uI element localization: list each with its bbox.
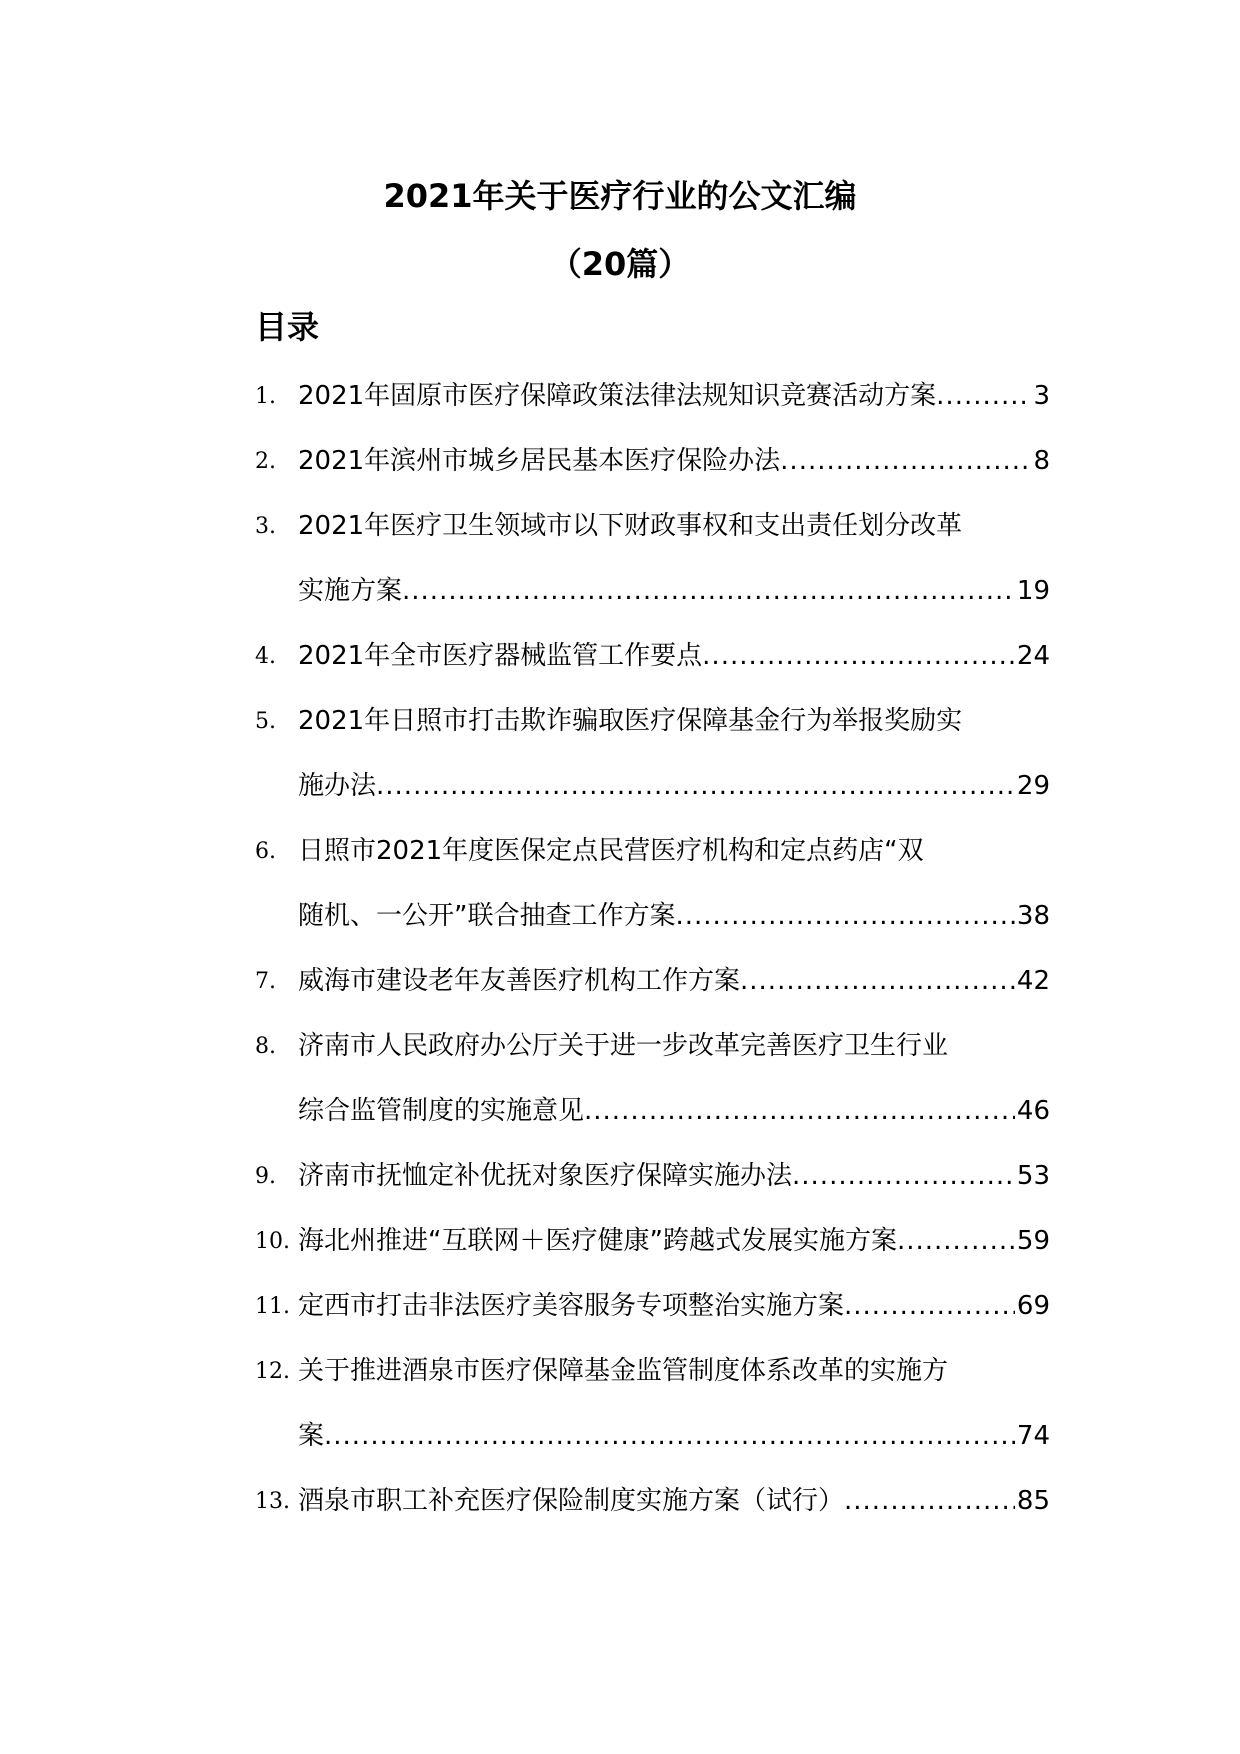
table-of-contents (255, 364, 1050, 1534)
toc-entry[interactable] (255, 364, 1050, 429)
toc-dot-leader (584, 1079, 1015, 1144)
toc-entry-title: 2021年全市医疗器械监管工作要点 (298, 641, 703, 671)
toc-entry[interactable] (255, 689, 1050, 819)
toc-entry-title: 威海市建设老年友善医疗机构工作方案 (298, 966, 741, 996)
toc-dot-leader (702, 624, 1015, 689)
toc-entry-number: 5. (255, 709, 276, 734)
toc-entry-last-line (298, 1144, 1050, 1209)
toc-entry-body (298, 364, 1050, 429)
toc-entry-number: 3. (255, 514, 276, 539)
toc-page-number: 29 (1016, 771, 1050, 801)
toc-entry-title-line: 2021年日照市打击欺诈骗取医疗保障基金行为举报奖励实 (298, 706, 963, 736)
toc-entry[interactable] (255, 1209, 1050, 1274)
toc-entry-title-line: 日照市2021年度医保定点民营医疗机构和定点药店“双 (298, 836, 924, 866)
document-subtitle: （20篇） (549, 245, 691, 283)
toc-entry-last-line (298, 559, 1050, 624)
toc-entry-body (298, 1469, 1050, 1534)
toc-entry-number: 7. (255, 969, 276, 994)
toc-page-number: 85 (1016, 1486, 1050, 1516)
toc-entry[interactable] (255, 624, 1050, 689)
toc-dot-leader (844, 1274, 1015, 1339)
toc-entry[interactable] (255, 949, 1050, 1014)
toc-entry-last-line (298, 1209, 1050, 1274)
toc-entry-title: 酒泉市职工补充医疗保险制度实施方案（试行） (298, 1486, 845, 1516)
toc-entry-number: 1. (255, 384, 276, 409)
toc-entry-last-line (298, 1469, 1050, 1534)
toc-page-number: 24 (1016, 641, 1050, 671)
toc-heading: 目录 (255, 308, 320, 346)
toc-entry-number: 10. (255, 1229, 290, 1254)
toc-page-number: 38 (1016, 901, 1050, 931)
toc-entry-title-line: 济南市人民政府办公厅关于进一步改革完善医疗卫生行业 (298, 1031, 949, 1061)
toc-dot-leader (780, 429, 1031, 494)
toc-entry[interactable] (255, 819, 1050, 949)
toc-entry-number: 9. (255, 1164, 276, 1189)
toc-dot-leader (402, 559, 1015, 624)
toc-entry-body (298, 1014, 1050, 1144)
toc-entry-title: 2021年固原市医疗保障政策法律法规知识竞赛活动方案 (298, 381, 937, 411)
toc-entry-body (298, 429, 1050, 494)
toc-page-number: 8 (1033, 446, 1050, 476)
toc-dot-leader (376, 754, 1015, 819)
toc-entry-title: 实施方案 (298, 576, 403, 606)
document-title: 2021年关于医疗行业的公文汇编 (383, 177, 857, 215)
toc-entry[interactable] (255, 1469, 1050, 1534)
toc-entry-body (298, 624, 1050, 689)
toc-entry-title: 案 (298, 1421, 325, 1451)
toc-entry-title-line: 关于推进酒泉市医疗保障基金监管制度体系改革的实施方 (298, 1356, 949, 1386)
toc-entry-body (298, 1144, 1050, 1209)
toc-entry[interactable] (255, 1014, 1050, 1144)
toc-dot-leader (675, 884, 1014, 949)
toc-entry[interactable] (255, 1144, 1050, 1209)
toc-entry-last-line (298, 754, 1050, 819)
toc-dot-leader (324, 1404, 1015, 1469)
toc-entry-last-line (298, 949, 1050, 1014)
toc-entry-title: 施办法 (298, 771, 377, 801)
toc-dot-leader (792, 1144, 1015, 1209)
toc-entry-title: 随机、一公开”联合抽查工作方案 (298, 901, 676, 931)
toc-entry-last-line (298, 1274, 1050, 1339)
toc-entry-last-line (298, 429, 1050, 494)
toc-page-number: 59 (1016, 1226, 1050, 1256)
toc-page-number: 74 (1016, 1421, 1050, 1451)
toc-entry-last-line (298, 364, 1050, 429)
toc-entry-body (298, 1339, 1050, 1469)
toc-entry-title: 济南市抚恤定补优抚对象医疗保障实施办法 (298, 1161, 793, 1191)
toc-entry-body (298, 1274, 1050, 1339)
toc-page-number: 69 (1016, 1291, 1050, 1321)
toc-dot-leader (740, 949, 1015, 1014)
toc-entry-last-line (298, 884, 1050, 949)
toc-entry-title: 定西市打击非法医疗美容服务专项整治实施方案 (298, 1291, 845, 1321)
toc-entry-body (298, 494, 1050, 624)
toc-entry-last-line (298, 1079, 1050, 1144)
toc-entry[interactable] (255, 1339, 1050, 1469)
toc-entry-number: 13. (255, 1489, 290, 1514)
toc-entry-number: 11. (255, 1294, 290, 1319)
toc-page-number: 42 (1016, 966, 1050, 996)
toc-entry-body (298, 949, 1050, 1014)
toc-entry-title-line: 2021年医疗卫生领域市以下财政事权和支出责任划分改革 (298, 511, 963, 541)
toc-entry-number: 6. (255, 839, 276, 864)
toc-entry-title: 2021年滨州市城乡居民基本医疗保险办法 (298, 446, 781, 476)
toc-entry-number: 8. (255, 1034, 276, 1059)
toc-entry-title: 综合监管制度的实施意见 (298, 1096, 585, 1126)
toc-page-number: 19 (1016, 576, 1050, 606)
toc-entry-body (298, 1209, 1050, 1274)
toc-entry[interactable] (255, 429, 1050, 494)
toc-entry[interactable] (255, 1274, 1050, 1339)
toc-dot-leader (897, 1209, 1015, 1274)
toc-entry-number: 12. (255, 1359, 290, 1384)
toc-dot-leader (844, 1469, 1015, 1534)
toc-entry[interactable] (255, 494, 1050, 624)
toc-page-number: 53 (1016, 1161, 1050, 1191)
toc-entry-body (298, 819, 1050, 949)
toc-entry-title: 海北州推进“互联网＋医疗健康”跨越式发展实施方案 (298, 1226, 897, 1256)
toc-page-number: 46 (1016, 1096, 1050, 1126)
toc-entry-number: 4. (255, 644, 276, 669)
toc-entry-number: 2. (255, 449, 276, 474)
toc-entry-body (298, 689, 1050, 819)
toc-dot-leader (936, 364, 1031, 429)
toc-page-number: 3 (1033, 381, 1050, 411)
toc-entry-last-line (298, 1404, 1050, 1469)
toc-entry-last-line (298, 624, 1050, 689)
